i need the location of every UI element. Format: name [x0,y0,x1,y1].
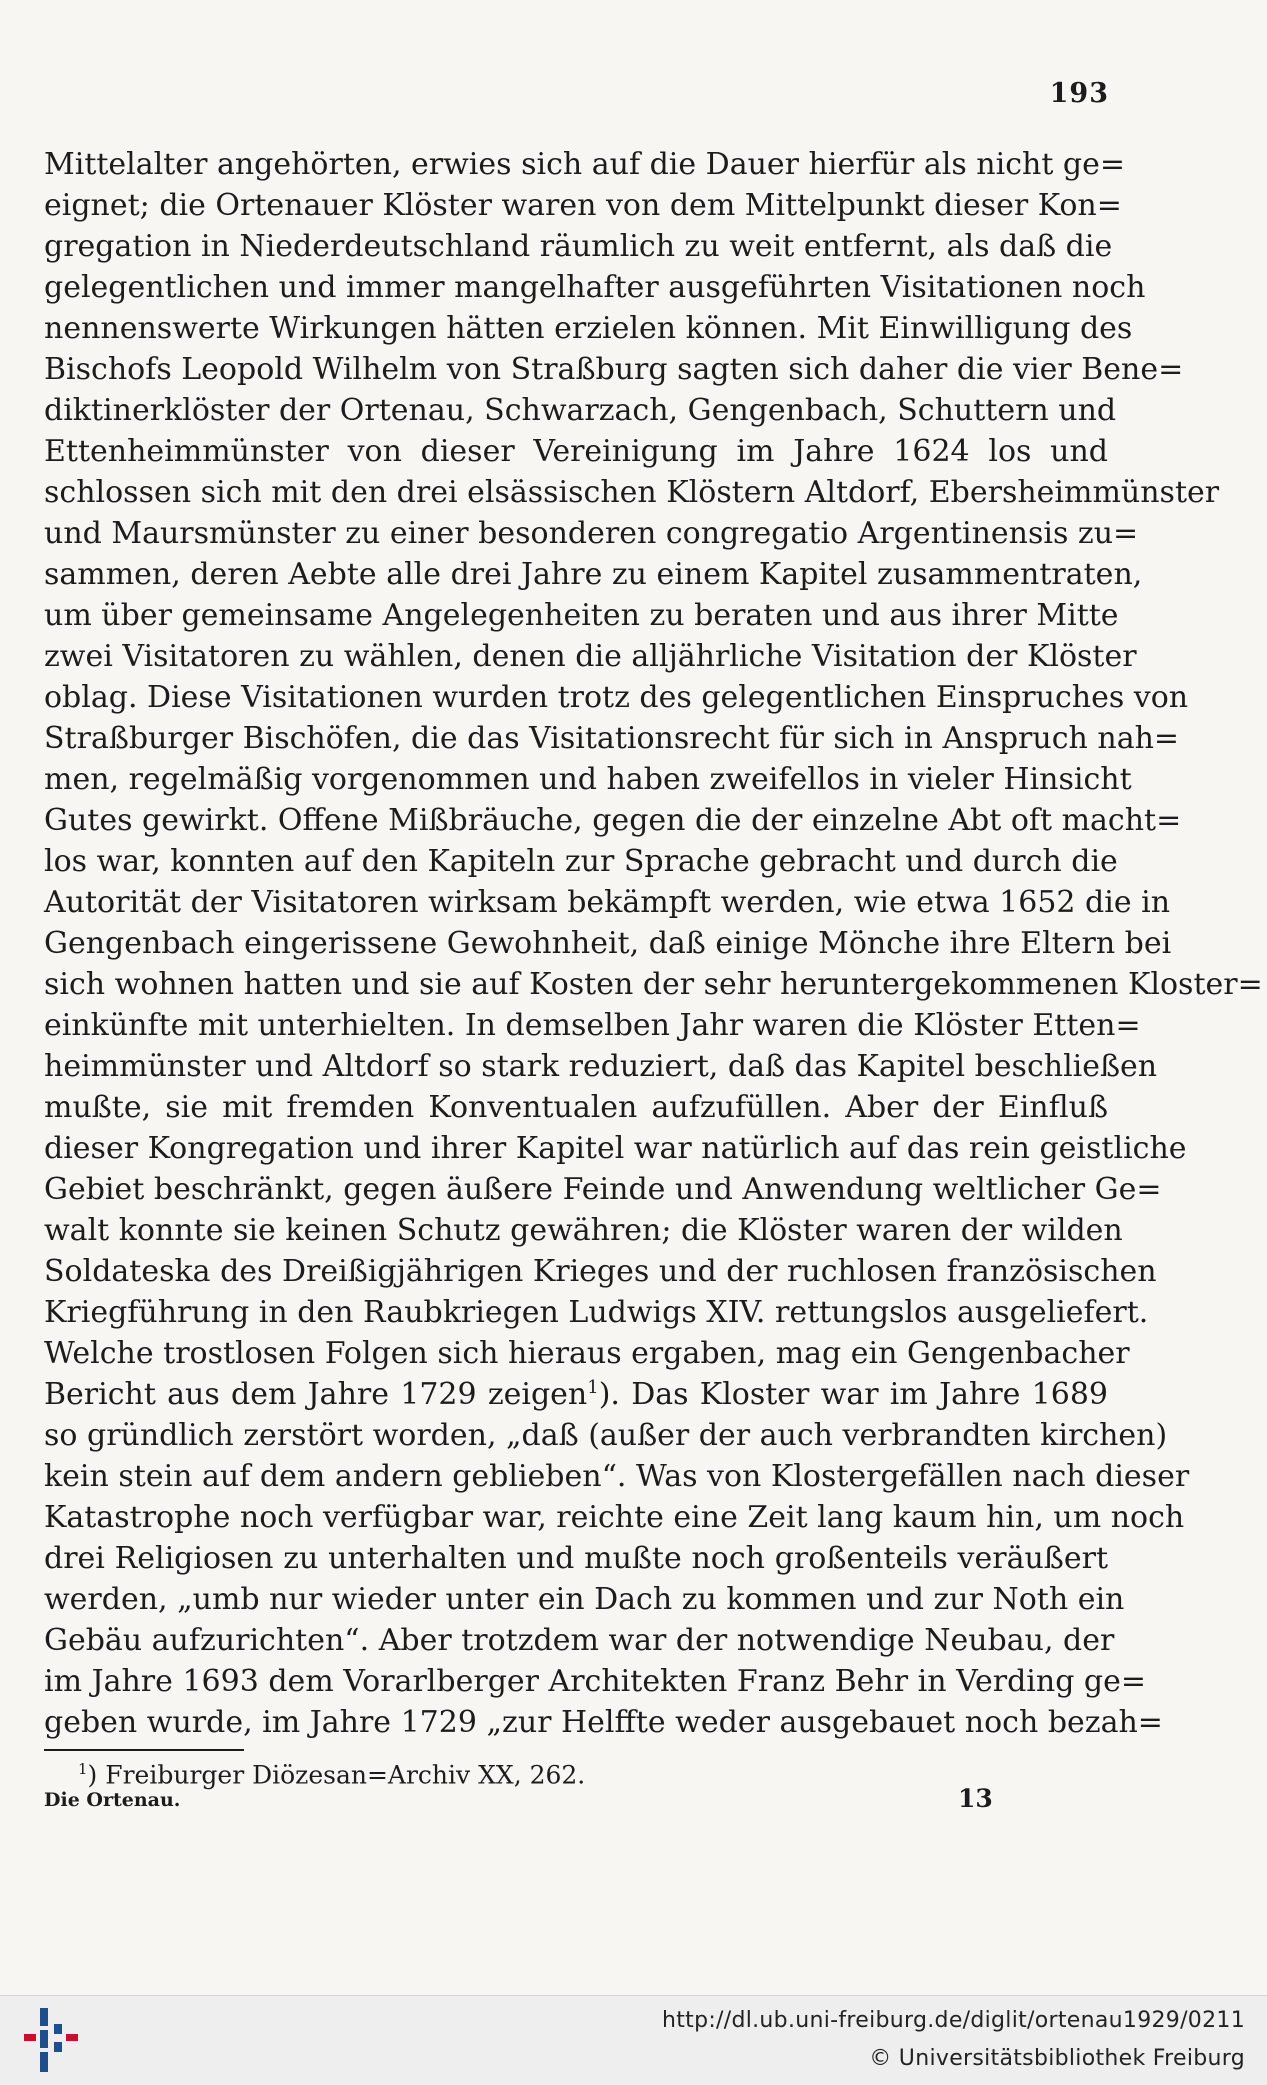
text-line: geben wurde, im Jahre 1729 „zur Helffte weder ausgebauet noch bezah= [44,1705,1163,1740]
footnote-marker: 1 [78,1760,88,1778]
text-line: schlossen sich mit den drei elsässischen Klöstern Altdorf, Ebersheimmünster [44,475,1220,510]
text-line: gelegentlichen und immer mangelhafter ausgeführten Visitationen noch [44,270,1146,305]
text-line: Welche trostlosen Folgen sich hieraus ergaben, mag ein Gengenbacher [44,1336,1130,1371]
text-line: Gebiet beschränkt, gegen äußere Feinde und Anwendung weltlicher Ge= [44,1172,1162,1207]
library-logo-icon[interactable] [10,2004,82,2076]
text-line: zwei Visitatoren zu wählen, denen die alljährliche Visitation der Klöster [44,639,1137,674]
text-line: Ettenheimmünster von dieser Vereinigung im Jahre 1624 los und [44,434,1108,469]
footnote-reference-marker: 1 [587,1377,599,1398]
text-line: Katastrophe noch verfügbar war, reichte eine Zeit lang kaum hin, um noch [44,1500,1185,1535]
text-line: Gebäu aufzurichten“. Aber trotzdem war der notwendige Neubau, der [44,1623,1115,1658]
text-line: dieser Kongregation und ihrer Kapitel war natürlich auf das rein geistliche [44,1131,1187,1166]
text-line: Mittelalter angehörten, erwies sich auf die Dauer hierfür als nicht ge= [44,147,1126,182]
text-line: Gengenbach eingerissene Gewohnheit, daß einige Mönche ihre Eltern bei [44,926,1172,961]
text-line: Straßburger Bischöfen, die das Visitationsrecht für sich in Anspruch nah= [44,721,1180,756]
text-line: gregation in Niederdeutschland räumlich zu weit entfernt, als daß die [44,229,1113,264]
text-line: los war, konnten auf den Kapiteln zur Sprache gebracht und durch die [44,844,1118,879]
text-line: Gutes gewirkt. Offene Mißbräuche, gegen die der einzelne Abt oft macht= [44,803,1182,838]
text-line: mußte, sie mit fremden Konventualen aufzufüllen. Aber der Einfluß [44,1090,1108,1125]
permalink-url[interactable]: http://dl.ub.uni-freiburg.de/diglit/ortenau1929/0211 [661,2008,1245,2033]
text-line: drei Religiosen zu unterhalten und mußte noch großenteils veräußert [44,1541,1108,1576]
text-line: oblag. Diese Visitationen wurden trotz des gelegentlichen Einspruches von [44,680,1189,715]
text-line: im Jahre 1693 dem Vorarlberger Architekten Franz Behr in Verding ge= [44,1664,1147,1699]
text-line: werden, „umb nur wieder unter ein Dach zu kommen und zur Noth ein [44,1582,1125,1617]
text-line: einkünfte mit unterhielten. In demselben Jahr waren die Klöster Etten= [44,1008,1141,1043]
page-number: 193 [1049,78,1109,109]
text-line-with-footnote-ref [44,1374,1108,1415]
signature-mark: Die Ortenau. [44,1789,181,1811]
text-line: nennenswerte Wirkungen hätten erzielen können. Mit Einwilligung des [44,311,1133,346]
text-line: men, regelmäßig vorgenommen und haben zweifellos in vieler Hinsicht [44,762,1132,797]
text-line: Autorität der Visitatoren wirksam bekämpft werden, wie etwa 1652 die in [44,885,1171,920]
text-line: heimmünster und Altdorf so stark reduziert, daß das Kapitel beschließen [44,1049,1158,1084]
text-line: Soldateska des Dreißigjährigen Krieges und der ruchlosen französischen [44,1254,1157,1289]
footnote-divider [44,1749,244,1751]
text-line: sammen, deren Aebte alle drei Jahre zu einem Kapitel zusammentraten, [44,557,1143,592]
signature-number: 13 [958,1784,993,1813]
text-line: sich wohnen hatten und sie auf Kosten der sehr heruntergekommenen Kloster= [44,967,1263,1002]
text-segment: Bericht aus dem Jahre 1729 zeigen [44,1377,588,1412]
text-line: eignet; die Ortenauer Klöster waren von dem Mittelpunkt dieser Kon= [44,188,1122,223]
text-line: diktinerklöster der Ortenau, Schwarzach, Gengenbach, Schuttern und [44,393,1117,428]
text-segment: ). Das Kloster war im Jahre 1689 [598,1377,1108,1412]
body-text [44,144,1263,1743]
text-line: kein stein auf dem andern geblieben“. Was von Klostergefällen nach dieser [44,1459,1190,1494]
footnote-text: ) Freiburger Diözesan=Archiv XX, 262. [87,1760,586,1790]
text-line: Bischofs Leopold Wilhelm von Straßburg sagten sich daher die vier Bene= [44,352,1184,387]
text-line: Kriegführung in den Raubkriegen Ludwigs XIV. rettungslos ausgeliefert. [44,1295,1149,1330]
viewer-footer [0,1995,1267,2085]
text-line: so gründlich zerstört worden, „daß (außer der auch verbrandten kirchen) [44,1418,1168,1453]
text-line: um über gemeinsame Angelegenheiten zu beraten und aus ihrer Mitte [44,598,1119,633]
copyright-notice: © Universitätsbibliothek Freiburg [869,2046,1245,2071]
text-line: und Maursmünster zu einer besonderen congregatio Argentinensis zu= [44,516,1139,551]
text-line: walt konnte sie keinen Schutz gewähren; die Klöster waren der wilden [44,1213,1123,1248]
